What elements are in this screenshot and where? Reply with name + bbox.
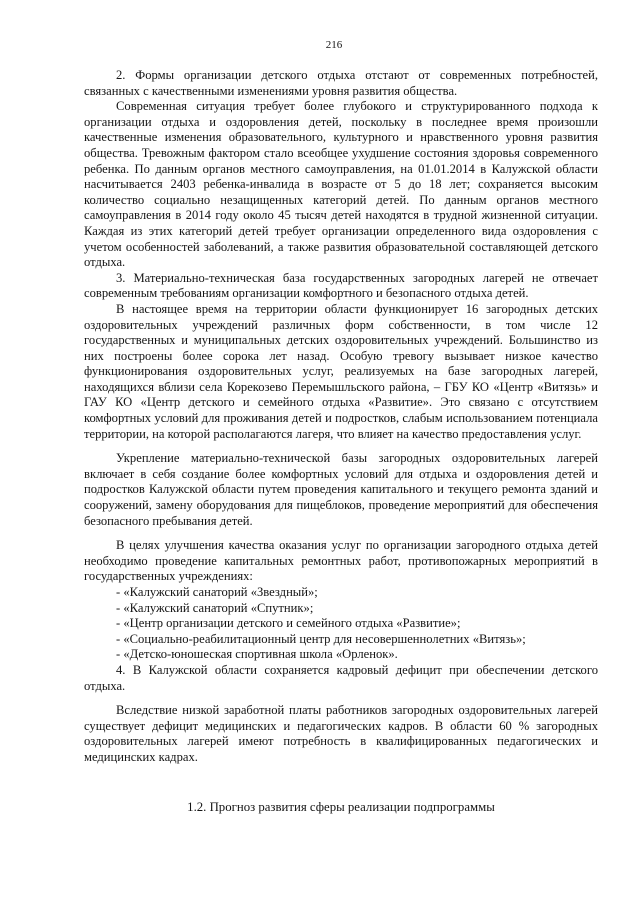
paragraph-improvement-goals: В целях улучшения качества оказания услуг по организации загородного отдыха детей необходимо проведение капитальных ремонтных работ, противопожарных мероприятий в государственных учреждениях: (84, 538, 598, 584)
paragraph-strengthening: Укрепление материально-технической базы загородных оздоровительных лагерей включает в себя создание более комфортных условий для отдыха и оздоровления детей и подростков Калужской области путем проведения капитального и текущего ремонта зданий и сооружений, замену оборудования для пищеблоков, проведение мероприятий для обеспечения безопасного пребывания детей. (84, 451, 598, 528)
section-heading: 1.2. Прогноз развития сферы реализации подпрограммы (187, 800, 495, 814)
list-item: - «Калужский санаторий «Спутник»; (116, 600, 314, 615)
institutions-list (84, 585, 598, 663)
paragraph-material-base: 3. Материально-техническая база государственных загородных лагерей не отвечает современным требованиям организации комфортного и безопасного отдыха детей. (84, 270, 598, 301)
paragraph-staff-shortage: 4. В Калужской области сохраняется кадровый дефицит при обеспечении детского отдыха. (84, 662, 598, 693)
list-item: - «Калужский санаторий «Звездный»; (116, 585, 318, 599)
paragraph-low-salary: Вследствие низкой заработной платы работников загородных оздоровительных лагерей существует дефицит медицинских и педагогических кадров. В области 60 % загородных оздоровительных лагерей имеют потребность в квалифицированных педагогических и медицинских кадрах. (84, 703, 598, 764)
paragraph-forms-lag: 2. Формы организации детского отдыха отстают от современных потребностей, связанных с качественными изменениями уровня развития общества. (84, 68, 598, 98)
page-number: 216 (325, 39, 343, 51)
list-item: - «Центр организации детского и семейного отдыха «Развитие»; (116, 616, 461, 631)
list-item: - «Социально-реабилитационный центр для несовершеннолетних «Витязь»; (116, 631, 526, 646)
paragraph-current-situation: Современная ситуация требует более глубокого и структурированного подхода к организации отдыха и оздоровления детей, поскольку в последнее время произошли качественные изменения образовательного, культурного и нравственного уровня развития общества. Тревожным фактором стало всеобщее ухудшение состояния здоровья современного ребенка. По данным органов местного самоуправления, на 01.01.2014 в Калужской области насчитывается 2403 ребенка-инвалида в возрасте от 5 до 18 лет; сохраняется высоким количество социально незащищенных категорий детей. По данным органов местного самоуправления в 2014 году около 45 тысяч детей находятся в трудной жизненной ситуации. Каждая из этих категорий детей требует организации определенного вида оздоровления с учетом особенностей заболеваний, а также развития образовательной составляющей детского отдыха. (84, 99, 598, 270)
list-item: - «Детско-юношеская спортивная школа «Орленок». (116, 647, 398, 662)
body-text (84, 68, 598, 766)
paragraph-camps-count: В настоящее время на территории области функционирует 16 загородных детских оздоровительных учреждений различных форм собственности, в том числе 12 государственных и муниципальных детских оздоровительных учреждений. Большинство из них построены более сорока лет назад. Особую тревогу вызывает низкое качество функционирования оздоровительных услуг, реализуемых на базе загородных лагерей, находящихся вблизи села Корекозево Перемышльского района, – ГБУ КО «Центр «Витязь» и ГАУ КО «Центр детского и семейного отдыха «Развитие». Это связано с отсутствием комфортных условий для проживания детей и подростков, слабым использованием потенциала территории, на которой располагаются лагеря, что влияет на качество предоставления услуг. (84, 301, 598, 441)
